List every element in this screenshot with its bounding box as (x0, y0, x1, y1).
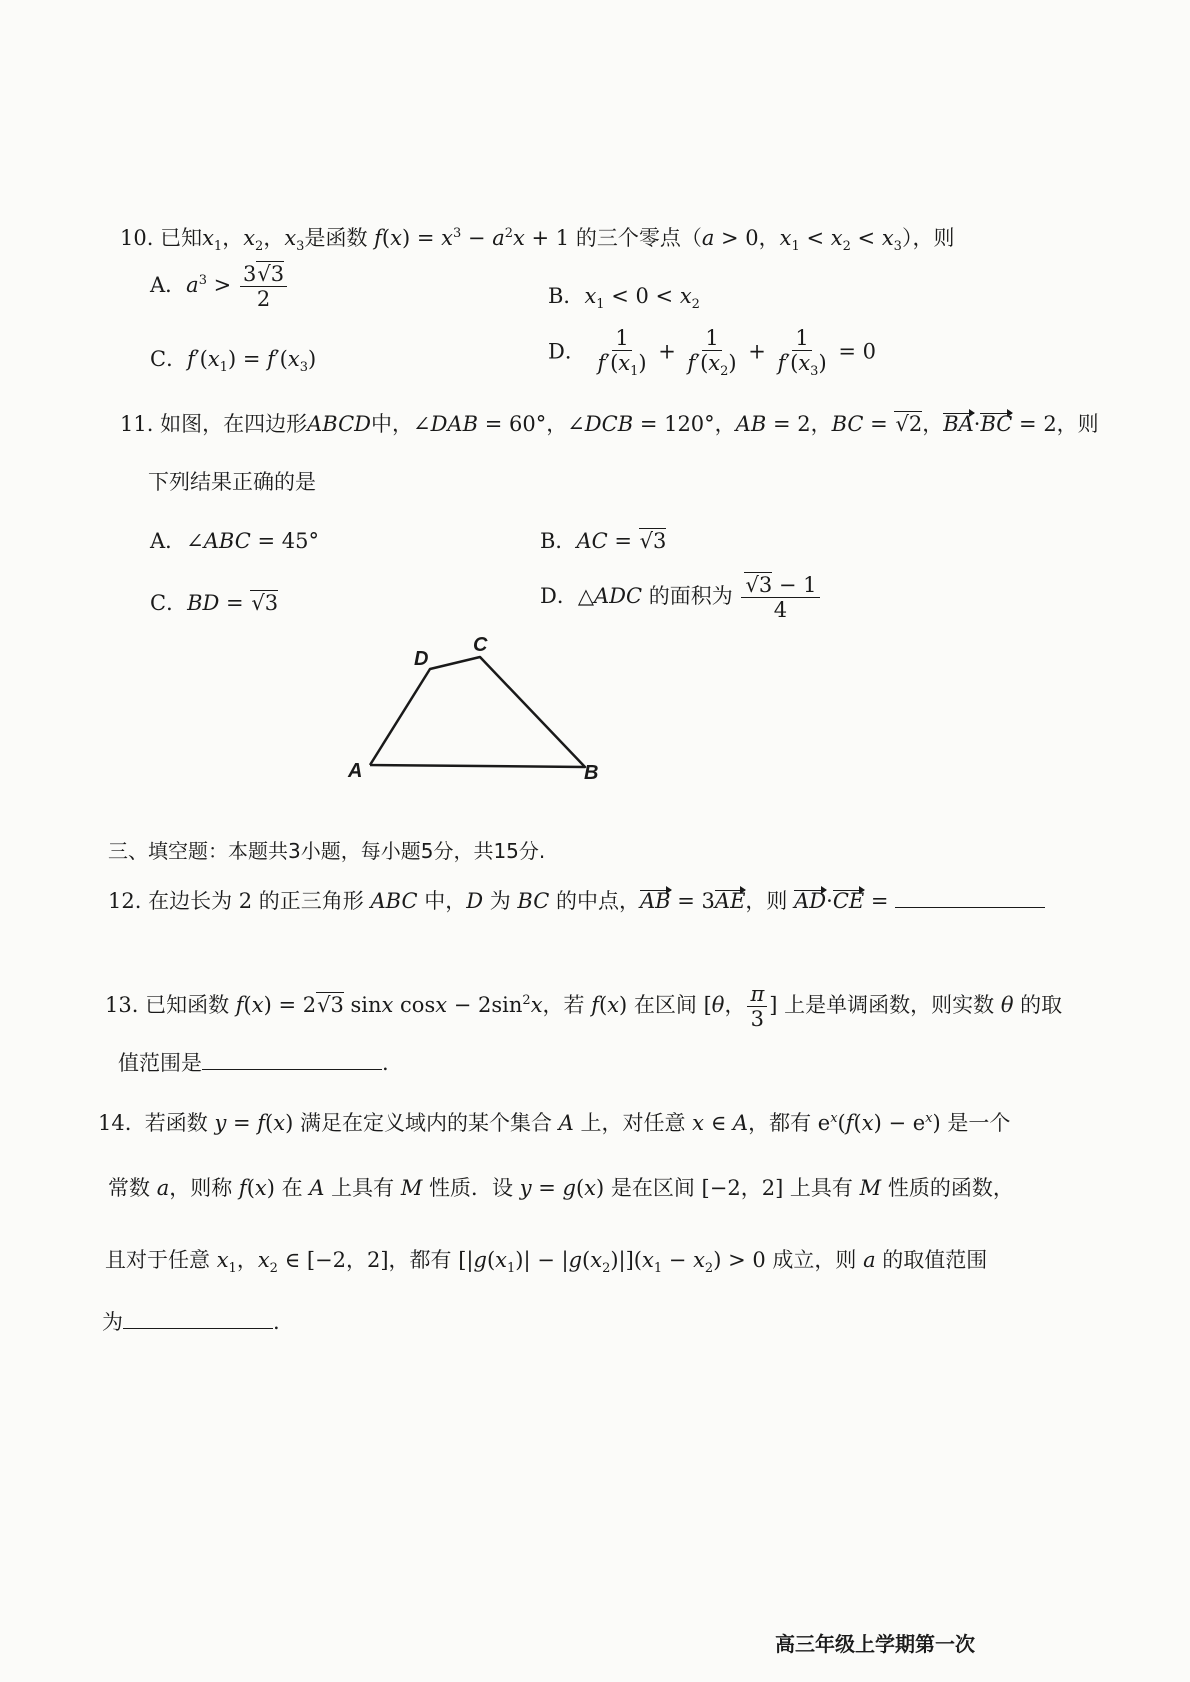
q10-stem: 10. 已知$x_1$，$x_2$，$x_3$是函数 $f(x) = x^3 - a^2x + 1$ 的三个零点（a > 0，$x_1 < x_2 < x_3$），则 (120, 226, 955, 255)
figure-label-a: A (348, 760, 363, 782)
figure-label-c: C (473, 634, 488, 656)
q11-option-a: A．∠ABC = 45° (150, 529, 319, 553)
q13-stem-line2: 值范围是 . (118, 1051, 389, 1075)
figure-label-d: D (414, 648, 429, 670)
q13-answer-blank[interactable] (202, 1051, 382, 1070)
q14-line2: 常数 a，则称 f(x) 在 A 上具有 M 性质．设 y = g(x) 是在区间 [−2，2] 上具有 M 性质的函数， (108, 1176, 1014, 1200)
q11-stem: 11. 如图，在四边形ABCD中，∠DAB = 60°，∠DCB = 120°，AB = 2，BC = √2，BA·BC = 2，则 (120, 412, 1099, 436)
q12-answer-blank[interactable] (895, 889, 1045, 908)
q11-option-d: D．△ADC 的面积为 $\frac{√3 - 1}{4}$ (540, 573, 822, 622)
section-3-heading: 三、填空题：本题共3小题，每小题5分，共15分. (108, 839, 546, 863)
q13-stem: 13. 已知函数 f(x) = 2√3 sinx $\cos x - 2\sin^2x$，若 f(x) 在区间 [θ， $\frac{\pi}{3}$ ] 上是单调函数，则实数 θ 的取 (105, 982, 1063, 1032)
q10-option-a: A．$a^3$ > $\frac{3√3}{2}$ (150, 262, 289, 311)
page-footer: 高三年级上学期第一次 (775, 1632, 975, 1656)
q11-option-b: B．AC = √3 (540, 529, 667, 553)
q11-stem-line2: 下列结果正确的是 (148, 470, 316, 494)
q11-option-c: C．BD = √3 (150, 591, 279, 615)
q14-line1: 14. 若函数 y = f(x) 满足在定义域内的某个集合 A 上，对任意 x ∈ A，都有 $e^x(f(x) - e^x)$ 是一个 (98, 1111, 1011, 1135)
quadrilateral-figure (340, 625, 620, 790)
q10-option-b: B．$x_1 < 0 < x_2$ (548, 284, 700, 313)
quadrilateral-outline (370, 657, 585, 767)
figure-label-b: B (584, 762, 599, 784)
q10-option-c: C．$f'(x_1) = f'(x_3)$ (150, 347, 317, 376)
q14-answer-blank[interactable] (123, 1310, 273, 1329)
q14-line3: 且对于任意 $x_1$，$x_2$ ∈ [−2，2]，都有 $[|g(x_1)| - |g(x_2)|](x_1 - x_2) > 0$ 成立，则 a 的取值范围 (105, 1248, 988, 1277)
q10-option-d: D． $\frac{1}{f'(x_1)}$ + $\frac{1}{f'(x_2)}$ + $\frac{1}{f'(x_3)}$ = 0 (548, 326, 876, 380)
q12-stem: 12. 在边长为 2 的正三角形 ABC 中，D 为 BC 的中点，AB = 3AE，则 AD·CE = (108, 885, 1045, 915)
q14-line4: 为 . (102, 1310, 280, 1334)
